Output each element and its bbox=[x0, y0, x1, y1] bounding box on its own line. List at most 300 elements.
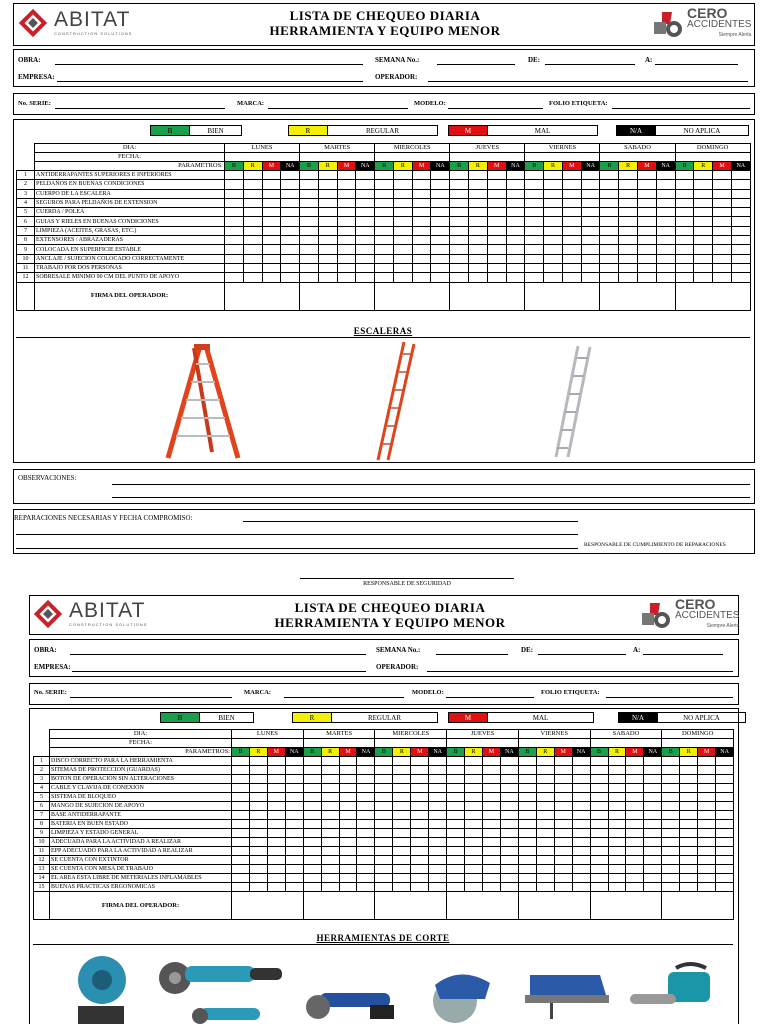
check-cell[interactable] bbox=[506, 273, 525, 282]
check-cell[interactable] bbox=[581, 254, 600, 263]
check-cell[interactable] bbox=[600, 198, 619, 207]
check-cell[interactable] bbox=[600, 226, 619, 235]
fecha-input-martes[interactable] bbox=[303, 739, 375, 748]
check-cell[interactable] bbox=[357, 883, 375, 892]
check-cell[interactable] bbox=[675, 245, 694, 254]
check-cell[interactable] bbox=[638, 245, 657, 254]
check-cell[interactable] bbox=[281, 273, 300, 282]
check-cell[interactable] bbox=[544, 189, 563, 198]
check-cell[interactable] bbox=[483, 856, 501, 865]
check-cell[interactable] bbox=[411, 856, 429, 865]
check-cell[interactable] bbox=[450, 208, 469, 217]
check-cell[interactable] bbox=[626, 757, 644, 766]
check-cell[interactable] bbox=[572, 874, 590, 883]
check-cell[interactable] bbox=[698, 775, 716, 784]
check-cell[interactable] bbox=[518, 802, 536, 811]
check-cell[interactable] bbox=[267, 793, 285, 802]
check-cell[interactable] bbox=[393, 865, 411, 874]
check-cell[interactable] bbox=[518, 784, 536, 793]
check-cell[interactable] bbox=[500, 820, 518, 829]
check-cell[interactable] bbox=[581, 189, 600, 198]
check-cell[interactable] bbox=[321, 820, 339, 829]
check-cell[interactable] bbox=[465, 802, 483, 811]
check-cell[interactable] bbox=[638, 217, 657, 226]
check-cell[interactable] bbox=[698, 829, 716, 838]
check-cell[interactable] bbox=[619, 226, 638, 235]
check-cell[interactable] bbox=[675, 217, 694, 226]
check-cell[interactable] bbox=[375, 189, 394, 198]
firma-input-domingo[interactable] bbox=[675, 282, 750, 310]
check-cell[interactable] bbox=[716, 775, 734, 784]
check-cell[interactable] bbox=[412, 245, 431, 254]
check-cell[interactable] bbox=[506, 245, 525, 254]
check-cell[interactable] bbox=[500, 757, 518, 766]
check-cell[interactable] bbox=[337, 263, 356, 272]
check-cell[interactable] bbox=[554, 775, 572, 784]
firma-input-viernes[interactable] bbox=[518, 892, 590, 920]
check-cell[interactable] bbox=[675, 171, 694, 180]
check-cell[interactable] bbox=[713, 273, 732, 282]
check-cell[interactable] bbox=[562, 217, 581, 226]
check-cell[interactable] bbox=[285, 874, 303, 883]
check-cell[interactable] bbox=[662, 874, 680, 883]
check-cell[interactable] bbox=[716, 757, 734, 766]
check-cell[interactable] bbox=[638, 180, 657, 189]
check-cell[interactable] bbox=[590, 883, 608, 892]
check-cell[interactable] bbox=[554, 883, 572, 892]
check-cell[interactable] bbox=[731, 254, 750, 263]
check-cell[interactable] bbox=[249, 757, 267, 766]
folio-field[interactable] bbox=[612, 108, 750, 109]
check-cell[interactable] bbox=[731, 226, 750, 235]
check-cell[interactable] bbox=[487, 171, 506, 180]
check-cell[interactable] bbox=[506, 263, 525, 272]
check-cell[interactable] bbox=[536, 793, 554, 802]
check-cell[interactable] bbox=[412, 226, 431, 235]
check-cell[interactable] bbox=[469, 236, 488, 245]
check-cell[interactable] bbox=[572, 757, 590, 766]
fecha-input-domingo[interactable] bbox=[662, 739, 734, 748]
check-cell[interactable] bbox=[411, 793, 429, 802]
check-cell[interactable] bbox=[303, 829, 321, 838]
check-cell[interactable] bbox=[487, 198, 506, 207]
check-cell[interactable] bbox=[411, 883, 429, 892]
check-cell[interactable] bbox=[656, 226, 675, 235]
check-cell[interactable] bbox=[321, 856, 339, 865]
check-cell[interactable] bbox=[262, 189, 281, 198]
check-cell[interactable] bbox=[626, 802, 644, 811]
check-cell[interactable] bbox=[487, 273, 506, 282]
check-cell[interactable] bbox=[469, 198, 488, 207]
check-cell[interactable] bbox=[600, 208, 619, 217]
check-cell[interactable] bbox=[562, 189, 581, 198]
check-cell[interactable] bbox=[544, 208, 563, 217]
firma-input-viernes[interactable] bbox=[525, 282, 600, 310]
check-cell[interactable] bbox=[339, 829, 357, 838]
check-cell[interactable] bbox=[483, 829, 501, 838]
check-cell[interactable] bbox=[680, 847, 698, 856]
check-cell[interactable] bbox=[450, 254, 469, 263]
check-cell[interactable] bbox=[590, 874, 608, 883]
check-cell[interactable] bbox=[500, 865, 518, 874]
check-cell[interactable] bbox=[619, 263, 638, 272]
check-cell[interactable] bbox=[429, 847, 447, 856]
check-cell[interactable] bbox=[590, 856, 608, 865]
check-cell[interactable] bbox=[321, 838, 339, 847]
check-cell[interactable] bbox=[357, 793, 375, 802]
check-cell[interactable] bbox=[608, 820, 626, 829]
check-cell[interactable] bbox=[600, 189, 619, 198]
check-cell[interactable] bbox=[431, 273, 450, 282]
check-cell[interactable] bbox=[267, 811, 285, 820]
check-cell[interactable] bbox=[506, 208, 525, 217]
check-cell[interactable] bbox=[644, 775, 662, 784]
check-cell[interactable] bbox=[518, 820, 536, 829]
check-cell[interactable] bbox=[357, 865, 375, 874]
check-cell[interactable] bbox=[393, 820, 411, 829]
check-cell[interactable] bbox=[500, 811, 518, 820]
check-cell[interactable] bbox=[590, 820, 608, 829]
check-cell[interactable] bbox=[662, 775, 680, 784]
check-cell[interactable] bbox=[357, 820, 375, 829]
check-cell[interactable] bbox=[644, 865, 662, 874]
check-cell[interactable] bbox=[600, 273, 619, 282]
check-cell[interactable] bbox=[375, 757, 393, 766]
check-cell[interactable] bbox=[544, 217, 563, 226]
check-cell[interactable] bbox=[375, 811, 393, 820]
check-cell[interactable] bbox=[662, 883, 680, 892]
check-cell[interactable] bbox=[375, 180, 394, 189]
check-cell[interactable] bbox=[713, 263, 732, 272]
check-cell[interactable] bbox=[731, 189, 750, 198]
check-cell[interactable] bbox=[638, 236, 657, 245]
check-cell[interactable] bbox=[698, 811, 716, 820]
check-cell[interactable] bbox=[644, 793, 662, 802]
check-cell[interactable] bbox=[337, 189, 356, 198]
check-cell[interactable] bbox=[572, 883, 590, 892]
check-cell[interactable] bbox=[375, 171, 394, 180]
check-cell[interactable] bbox=[525, 180, 544, 189]
check-cell[interactable] bbox=[429, 775, 447, 784]
check-cell[interactable] bbox=[450, 189, 469, 198]
check-cell[interactable] bbox=[680, 865, 698, 874]
check-cell[interactable] bbox=[429, 784, 447, 793]
check-cell[interactable] bbox=[694, 254, 713, 263]
check-cell[interactable] bbox=[431, 254, 450, 263]
check-cell[interactable] bbox=[487, 226, 506, 235]
check-cell[interactable] bbox=[300, 254, 319, 263]
fecha-input-domingo[interactable] bbox=[675, 153, 750, 162]
check-cell[interactable] bbox=[303, 838, 321, 847]
check-cell[interactable] bbox=[375, 829, 393, 838]
check-cell[interactable] bbox=[431, 198, 450, 207]
check-cell[interactable] bbox=[536, 883, 554, 892]
check-cell[interactable] bbox=[483, 811, 501, 820]
check-cell[interactable] bbox=[447, 874, 465, 883]
check-cell[interactable] bbox=[447, 811, 465, 820]
check-cell[interactable] bbox=[465, 811, 483, 820]
check-cell[interactable] bbox=[608, 838, 626, 847]
a-field[interactable] bbox=[655, 64, 738, 65]
check-cell[interactable] bbox=[518, 838, 536, 847]
check-cell[interactable] bbox=[225, 180, 244, 189]
check-cell[interactable] bbox=[285, 793, 303, 802]
check-cell[interactable] bbox=[662, 811, 680, 820]
check-cell[interactable] bbox=[500, 838, 518, 847]
check-cell[interactable] bbox=[662, 793, 680, 802]
check-cell[interactable] bbox=[243, 189, 262, 198]
check-cell[interactable] bbox=[525, 273, 544, 282]
check-cell[interactable] bbox=[225, 226, 244, 235]
check-cell[interactable] bbox=[375, 874, 393, 883]
check-cell[interactable] bbox=[431, 217, 450, 226]
de-field-2[interactable] bbox=[538, 654, 626, 655]
check-cell[interactable] bbox=[525, 208, 544, 217]
check-cell[interactable] bbox=[487, 180, 506, 189]
check-cell[interactable] bbox=[626, 847, 644, 856]
check-cell[interactable] bbox=[572, 829, 590, 838]
check-cell[interactable] bbox=[536, 820, 554, 829]
check-cell[interactable] bbox=[393, 273, 412, 282]
check-cell[interactable] bbox=[562, 208, 581, 217]
check-cell[interactable] bbox=[447, 802, 465, 811]
check-cell[interactable] bbox=[662, 829, 680, 838]
check-cell[interactable] bbox=[487, 263, 506, 272]
check-cell[interactable] bbox=[300, 263, 319, 272]
check-cell[interactable] bbox=[554, 847, 572, 856]
check-cell[interactable] bbox=[608, 829, 626, 838]
fecha-input-sabado[interactable] bbox=[590, 739, 662, 748]
check-cell[interactable] bbox=[465, 874, 483, 883]
check-cell[interactable] bbox=[525, 171, 544, 180]
check-cell[interactable] bbox=[412, 254, 431, 263]
check-cell[interactable] bbox=[716, 784, 734, 793]
check-cell[interactable] bbox=[518, 829, 536, 838]
check-cell[interactable] bbox=[281, 254, 300, 263]
check-cell[interactable] bbox=[375, 802, 393, 811]
check-cell[interactable] bbox=[644, 757, 662, 766]
check-cell[interactable] bbox=[600, 254, 619, 263]
check-cell[interactable] bbox=[249, 847, 267, 856]
check-cell[interactable] bbox=[356, 189, 375, 198]
check-cell[interactable] bbox=[232, 847, 250, 856]
check-cell[interactable] bbox=[675, 208, 694, 217]
check-cell[interactable] bbox=[483, 883, 501, 892]
check-cell[interactable] bbox=[469, 263, 488, 272]
check-cell[interactable] bbox=[318, 208, 337, 217]
check-cell[interactable] bbox=[713, 254, 732, 263]
check-cell[interactable] bbox=[572, 775, 590, 784]
check-cell[interactable] bbox=[262, 254, 281, 263]
check-cell[interactable] bbox=[644, 829, 662, 838]
check-cell[interactable] bbox=[321, 802, 339, 811]
check-cell[interactable] bbox=[680, 757, 698, 766]
check-cell[interactable] bbox=[249, 766, 267, 775]
check-cell[interactable] bbox=[525, 217, 544, 226]
check-cell[interactable] bbox=[536, 802, 554, 811]
check-cell[interactable] bbox=[581, 198, 600, 207]
check-cell[interactable] bbox=[356, 198, 375, 207]
check-cell[interactable] bbox=[339, 847, 357, 856]
observaciones-line-2[interactable] bbox=[112, 497, 750, 498]
check-cell[interactable] bbox=[232, 802, 250, 811]
check-cell[interactable] bbox=[225, 273, 244, 282]
check-cell[interactable] bbox=[626, 829, 644, 838]
check-cell[interactable] bbox=[393, 838, 411, 847]
check-cell[interactable] bbox=[656, 263, 675, 272]
check-cell[interactable] bbox=[431, 171, 450, 180]
folio-field-2[interactable] bbox=[606, 697, 733, 698]
check-cell[interactable] bbox=[554, 874, 572, 883]
check-cell[interactable] bbox=[680, 856, 698, 865]
check-cell[interactable] bbox=[232, 874, 250, 883]
check-cell[interactable] bbox=[716, 856, 734, 865]
check-cell[interactable] bbox=[536, 784, 554, 793]
check-cell[interactable] bbox=[626, 883, 644, 892]
check-cell[interactable] bbox=[465, 847, 483, 856]
check-cell[interactable] bbox=[447, 829, 465, 838]
check-cell[interactable] bbox=[429, 802, 447, 811]
check-cell[interactable] bbox=[375, 865, 393, 874]
check-cell[interactable] bbox=[300, 189, 319, 198]
check-cell[interactable] bbox=[375, 208, 394, 217]
check-cell[interactable] bbox=[544, 171, 563, 180]
check-cell[interactable] bbox=[483, 766, 501, 775]
check-cell[interactable] bbox=[619, 198, 638, 207]
check-cell[interactable] bbox=[731, 198, 750, 207]
check-cell[interactable] bbox=[375, 198, 394, 207]
check-cell[interactable] bbox=[249, 775, 267, 784]
check-cell[interactable] bbox=[447, 784, 465, 793]
check-cell[interactable] bbox=[698, 757, 716, 766]
check-cell[interactable] bbox=[232, 766, 250, 775]
check-cell[interactable] bbox=[429, 757, 447, 766]
check-cell[interactable] bbox=[572, 811, 590, 820]
check-cell[interactable] bbox=[675, 189, 694, 198]
check-cell[interactable] bbox=[303, 847, 321, 856]
check-cell[interactable] bbox=[525, 236, 544, 245]
check-cell[interactable] bbox=[608, 874, 626, 883]
check-cell[interactable] bbox=[581, 180, 600, 189]
check-cell[interactable] bbox=[285, 766, 303, 775]
check-cell[interactable] bbox=[411, 766, 429, 775]
observaciones-line-1[interactable] bbox=[112, 484, 750, 485]
check-cell[interactable] bbox=[262, 245, 281, 254]
check-cell[interactable] bbox=[694, 217, 713, 226]
check-cell[interactable] bbox=[375, 847, 393, 856]
check-cell[interactable] bbox=[506, 236, 525, 245]
a-field-2[interactable] bbox=[643, 654, 723, 655]
check-cell[interactable] bbox=[431, 236, 450, 245]
check-cell[interactable] bbox=[429, 865, 447, 874]
check-cell[interactable] bbox=[393, 189, 412, 198]
check-cell[interactable] bbox=[638, 189, 657, 198]
check-cell[interactable] bbox=[562, 171, 581, 180]
check-cell[interactable] bbox=[337, 171, 356, 180]
check-cell[interactable] bbox=[285, 847, 303, 856]
check-cell[interactable] bbox=[554, 838, 572, 847]
check-cell[interactable] bbox=[608, 757, 626, 766]
check-cell[interactable] bbox=[450, 180, 469, 189]
check-cell[interactable] bbox=[232, 838, 250, 847]
check-cell[interactable] bbox=[375, 766, 393, 775]
check-cell[interactable] bbox=[544, 273, 563, 282]
check-cell[interactable] bbox=[318, 189, 337, 198]
check-cell[interactable] bbox=[281, 217, 300, 226]
check-cell[interactable] bbox=[698, 766, 716, 775]
check-cell[interactable] bbox=[337, 198, 356, 207]
check-cell[interactable] bbox=[412, 217, 431, 226]
check-cell[interactable] bbox=[469, 180, 488, 189]
check-cell[interactable] bbox=[243, 171, 262, 180]
check-cell[interactable] bbox=[285, 811, 303, 820]
check-cell[interactable] bbox=[536, 838, 554, 847]
check-cell[interactable] bbox=[450, 273, 469, 282]
check-cell[interactable] bbox=[554, 811, 572, 820]
check-cell[interactable] bbox=[243, 198, 262, 207]
check-cell[interactable] bbox=[600, 171, 619, 180]
check-cell[interactable] bbox=[483, 757, 501, 766]
check-cell[interactable] bbox=[339, 874, 357, 883]
firma-input-miercoles[interactable] bbox=[375, 892, 447, 920]
check-cell[interactable] bbox=[698, 820, 716, 829]
check-cell[interactable] bbox=[662, 856, 680, 865]
check-cell[interactable] bbox=[506, 189, 525, 198]
check-cell[interactable] bbox=[680, 838, 698, 847]
check-cell[interactable] bbox=[356, 245, 375, 254]
check-cell[interactable] bbox=[393, 217, 412, 226]
check-cell[interactable] bbox=[525, 263, 544, 272]
check-cell[interactable] bbox=[303, 883, 321, 892]
check-cell[interactable] bbox=[225, 198, 244, 207]
check-cell[interactable] bbox=[412, 236, 431, 245]
check-cell[interactable] bbox=[608, 802, 626, 811]
check-cell[interactable] bbox=[232, 784, 250, 793]
check-cell[interactable] bbox=[506, 198, 525, 207]
check-cell[interactable] bbox=[375, 217, 394, 226]
check-cell[interactable] bbox=[536, 847, 554, 856]
check-cell[interactable] bbox=[731, 180, 750, 189]
check-cell[interactable] bbox=[232, 775, 250, 784]
check-cell[interactable] bbox=[581, 236, 600, 245]
firma-input-jueves[interactable] bbox=[450, 282, 525, 310]
check-cell[interactable] bbox=[249, 811, 267, 820]
semana-field[interactable] bbox=[437, 64, 515, 65]
check-cell[interactable] bbox=[318, 273, 337, 282]
check-cell[interactable] bbox=[393, 784, 411, 793]
check-cell[interactable] bbox=[608, 865, 626, 874]
check-cell[interactable] bbox=[694, 171, 713, 180]
check-cell[interactable] bbox=[243, 217, 262, 226]
check-cell[interactable] bbox=[662, 865, 680, 874]
fecha-input-sabado[interactable] bbox=[600, 153, 675, 162]
check-cell[interactable] bbox=[694, 208, 713, 217]
check-cell[interactable] bbox=[619, 273, 638, 282]
check-cell[interactable] bbox=[518, 757, 536, 766]
check-cell[interactable] bbox=[680, 793, 698, 802]
check-cell[interactable] bbox=[411, 784, 429, 793]
check-cell[interactable] bbox=[303, 784, 321, 793]
check-cell[interactable] bbox=[716, 829, 734, 838]
check-cell[interactable] bbox=[285, 829, 303, 838]
check-cell[interactable] bbox=[626, 784, 644, 793]
check-cell[interactable] bbox=[713, 171, 732, 180]
check-cell[interactable] bbox=[506, 254, 525, 263]
check-cell[interactable] bbox=[339, 838, 357, 847]
check-cell[interactable] bbox=[249, 874, 267, 883]
check-cell[interactable] bbox=[411, 811, 429, 820]
check-cell[interactable] bbox=[357, 802, 375, 811]
